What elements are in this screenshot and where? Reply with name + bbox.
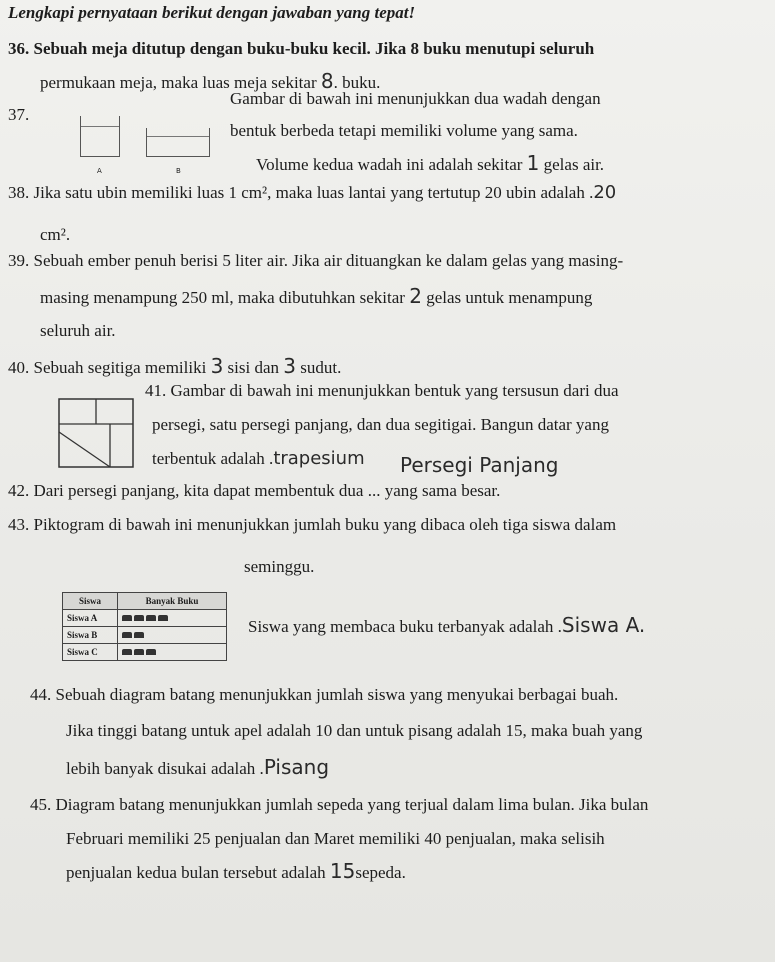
q41-number: 41. <box>145 381 167 400</box>
q36-handwritten-answer: 8 <box>320 69 334 93</box>
q41-line1 <box>145 380 619 402</box>
q43-handwritten-answer: Siswa A. <box>561 613 646 637</box>
container-a-label: A <box>97 167 102 175</box>
q44-number: 44. <box>30 685 52 704</box>
q38-line1 <box>8 182 616 204</box>
q43-question: Siswa yang membaca buku terbanyak adalah . <box>248 617 562 636</box>
q38-text-1: Jika satu ubin memiliki luas 1 cm², maka luas lantai yang tertutup 20 ubin adalah . <box>33 183 594 202</box>
q37-text-2: bentuk berbeda tetapi memiliki volume yang sama. <box>230 121 578 140</box>
pictogram-student-name: Siswa B <box>63 627 118 644</box>
q39-text-3: seluruh air. <box>40 321 116 340</box>
q37-handwritten-answer: 1 <box>526 151 540 175</box>
q44-text-3a: lebih banyak disukai adalah . <box>66 759 264 778</box>
q44-line3 <box>66 756 329 780</box>
book-icon <box>122 615 132 621</box>
q42-text: Dari persegi panjang, kita dapat membentuk dua ... yang sama besar. <box>33 481 501 500</box>
pictogram-header-siswa: Siswa <box>63 593 118 610</box>
book-icon <box>134 649 144 655</box>
q39-text-1: Sebuah ember penuh berisi 5 liter air. Jika air dituangkan ke dalam gelas yang masing- <box>33 251 624 270</box>
table-row <box>63 644 227 661</box>
q36-text-1: Sebuah meja ditutup dengan buku-buku kecil. Jika 8 buku menutupi seluruh <box>33 39 595 58</box>
q43-text-2: seminggu. <box>244 557 315 576</box>
q40-text-b: sisi dan <box>227 358 280 377</box>
q37-number: 37. <box>8 105 30 124</box>
q45-line3 <box>66 860 406 884</box>
q37-text-1: Gambar di bawah ini menunjukkan dua wadah dengan <box>230 89 601 108</box>
book-icon <box>134 632 144 638</box>
book-icon <box>122 649 132 655</box>
q36-text-2b: . buku. <box>333 73 381 92</box>
container-b-label: B <box>176 167 181 175</box>
q37-text-3b: gelas air. <box>543 155 605 174</box>
q40-handwritten-answer-sides: 3 <box>210 354 224 378</box>
q43-line1 <box>8 514 616 536</box>
q43-text-1: Piktogram di bawah ini menunjukkan jumlah buku yang dibaca oleh tiga siswa dalam <box>33 515 617 534</box>
book-icon <box>158 615 168 621</box>
table-row <box>63 627 227 644</box>
q37-line3 <box>256 152 604 176</box>
q39-text-2b: gelas untuk menampung <box>426 288 593 307</box>
q44-line1 <box>30 684 618 706</box>
pictogram-header-row <box>63 593 227 610</box>
q42-line <box>8 480 500 502</box>
q44-handwritten-answer: Pisang <box>263 755 330 779</box>
q45-number: 45. <box>30 795 52 814</box>
q39-number: 39. <box>8 251 30 270</box>
q40-line <box>8 355 341 379</box>
q40-text-a: Sebuah segitiga memiliki <box>33 358 207 377</box>
q41-handwritten-answer-2: Persegi Panjang <box>400 453 559 477</box>
q43-question-line <box>248 614 645 638</box>
pictogram-book-icons <box>118 644 227 661</box>
q41-text-3a: terbentuk adalah . <box>152 449 274 468</box>
book-icon <box>122 632 132 638</box>
q41-text-2: persegi, satu persegi panjang, dan dua segitigai. Bangun datar yang <box>152 415 609 434</box>
q45-text-2: Februari memiliki 25 penjualan dan Maret memiliki 40 penjualan, maka selisih <box>66 829 605 848</box>
q39-line2 <box>40 285 592 309</box>
q40-number: 40. <box>8 358 30 377</box>
q36-number: 36. <box>8 39 30 58</box>
q43-number: 43. <box>8 515 30 534</box>
book-icon <box>134 615 144 621</box>
q41-line3 <box>152 448 365 470</box>
q40-handwritten-answer-angles: 3 <box>283 354 297 378</box>
q37-text-3a: Volume kedua wadah ini adalah sekitar <box>256 155 523 174</box>
pictogram-table <box>62 592 227 661</box>
q45-text-3a: penjualan kedua bulan tersebut adalah <box>66 863 326 882</box>
q42-number: 42. <box>8 481 30 500</box>
q44-text-1: Sebuah diagram batang menunjukkan jumlah siswa yang menyukai berbagai buah. <box>55 685 619 704</box>
q38-handwritten-answer: 20 <box>593 182 617 203</box>
q45-text-3b: sepeda. <box>355 863 406 882</box>
pictogram-book-icons <box>118 610 227 627</box>
q45-handwritten-answer: 15 <box>329 859 356 883</box>
q45-line1 <box>30 794 648 816</box>
instruction-header: Lengkapi pernyataan berikut dengan jawaban yang tepat! <box>8 3 416 22</box>
q38-number: 38. <box>8 183 30 202</box>
container-b-figure <box>146 128 210 157</box>
q44-text-2: Jika tinggi batang untuk apel adalah 10 dan untuk pisang adalah 15, maka buah yang <box>66 721 643 740</box>
q40-text-c: sudut. <box>300 358 342 377</box>
pictogram-student-name: Siswa C <box>63 644 118 661</box>
pictogram-student-name: Siswa A <box>63 610 118 627</box>
book-icon <box>146 615 156 621</box>
q41-handwritten-answer-1: trapesium <box>273 448 365 469</box>
book-icon <box>146 649 156 655</box>
q39-line1 <box>8 250 623 272</box>
q36-text-2a: permukaan meja, maka luas meja sekitar <box>40 73 317 92</box>
composite-shape-figure <box>58 398 134 468</box>
q45-text-1: Diagram batang menunjukkan jumlah sepeda yang terjual dalam lima bulan. Jika bulan <box>55 795 649 814</box>
pictogram-book-icons <box>118 627 227 644</box>
q41-text-1: Gambar di bawah ini menunjukkan bentuk yang tersusun dari dua <box>170 381 619 400</box>
table-row <box>63 610 227 627</box>
q39-text-2a: masing menampung 250 ml, maka dibutuhkan sekitar <box>40 288 405 307</box>
container-a-figure <box>80 116 120 157</box>
q38-text-2: cm². <box>40 225 71 244</box>
pictogram-header-banyak-buku: Banyak Buku <box>118 593 227 610</box>
q39-handwritten-answer: 2 <box>409 284 422 308</box>
q36-line1 <box>8 38 594 60</box>
